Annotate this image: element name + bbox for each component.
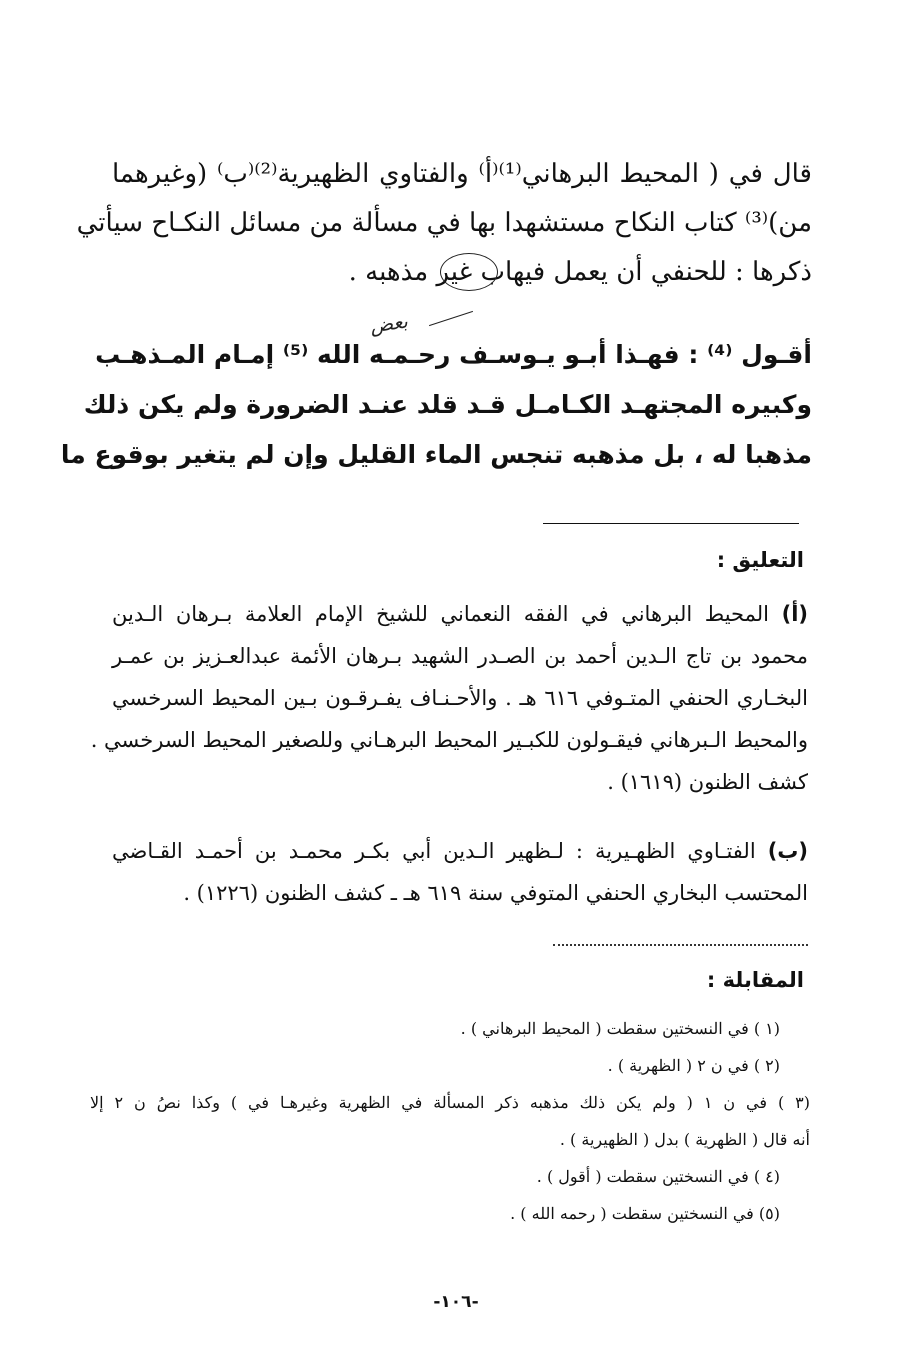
- collation-item-2: (٢ ) في ن ٢ ( الظهرية ) .: [607, 1056, 780, 1075]
- bold-line-2: وكبيره المجتهـد الكـامـل قـد قلد عنـد الضرورة ولم يكن ذلك: [83, 390, 812, 419]
- note-b-label: (ب): [767, 839, 808, 863]
- handwritten-stroke: [429, 311, 473, 326]
- collation-list: [90, 1010, 810, 1232]
- collation-item-3-continued: أنه قال ( الظهرية ) بدل ( الظهيرية ) .: [559, 1130, 810, 1149]
- collation-item-3: (٣ ) في ن ١ ( ولم يكن ذلك مذهبه ذكر المسألة في الظهرية وغيرهـا في ) وكذا نصُ ن ٢ إلا: [90, 1093, 810, 1112]
- handwritten-circle-mark: [440, 253, 498, 291]
- commentary-note-b: [112, 830, 808, 914]
- note-a-text-1: المحيط البرهاني في الفقه النعماني للشيخ الإمام العلامة بـرهان الـدين: [112, 602, 769, 626]
- note-a-line-5: كشف الظنون (١٦١٩) .: [607, 770, 808, 794]
- note-b-line-1: [112, 830, 808, 872]
- collation-item-1: (١ ) في النسختين سقطت ( المحيط البرهاني ) .: [460, 1019, 780, 1038]
- note-a-line-4: والمحيط الـبرهاني فيقـولون للكبـير المحيط البرهـاني وللصغير المحيط السرخسي .: [90, 728, 808, 752]
- note-a-line-2: محمود بن تاج الـدين أحمد بن الصـدر الشهيد بـرهان الأئمة عبدالعـزيز بن عمـر: [112, 644, 808, 668]
- note-a-label: (أ): [781, 602, 808, 626]
- bold-line-1: أقـول ⁽⁴⁾ : فهـذا أبـو يـوسـف رحـمـه الله ⁽⁵⁾ إمـام المـذهـب: [95, 340, 812, 369]
- commentary-heading: التعليق :: [716, 548, 804, 572]
- bold-paragraph: [60, 330, 812, 480]
- footnote-separator: [543, 523, 799, 524]
- dotted-separator: [553, 944, 808, 946]
- main-line-2: من)⁽³⁾ كتاب النكاح مستشهدا بها في مسألة من مسائل النكـاح سيأتي: [76, 208, 812, 238]
- main-line-1: قال في ( المحيط البرهاني⁽¹⁾⁽أ⁾ والفتاوي الظهيرية⁽²⁾⁽ب⁾ (وغيرهما: [112, 159, 812, 189]
- note-b-line-2: المحتسب البخاري الحنفي المتوفي سنة ٦١٩ هـ ـ كشف الظنون (١٢٢٦) .: [183, 881, 808, 905]
- handwritten-annotation: بعض: [368, 310, 410, 338]
- collation-item-4: (٤ ) في النسختين سقطت ( أقول ) .: [536, 1167, 780, 1186]
- collation-heading: المقابلة :: [706, 968, 804, 992]
- commentary-note-a: [90, 593, 808, 803]
- note-a-line-3: البخـاري الحنفي المتـوفي ٦١٦ هـ . والأحـنـاف يفـرقـون بـين المحيط السرخسي: [112, 686, 808, 710]
- note-a-line-1: [112, 593, 808, 635]
- collation-item-5: (٥) في النسختين سقطت ( رحمه الله ) .: [510, 1204, 780, 1223]
- page-number: -١٠٦-: [433, 1292, 479, 1312]
- main-line-3: ذكرها : للحنفي أن يعمل فيهاب غير مذهبه .: [348, 257, 812, 287]
- note-b-text-1: الفتـاوي الظهـيرية : لـظهير الـدين أبي بكـر محمـد بن أحمـد القـاضي: [112, 839, 756, 863]
- bold-line-3: مذهبا له ، بل مذهبه تنجس الماء القليل وإن لم يتغير بوقوع ما: [60, 440, 812, 469]
